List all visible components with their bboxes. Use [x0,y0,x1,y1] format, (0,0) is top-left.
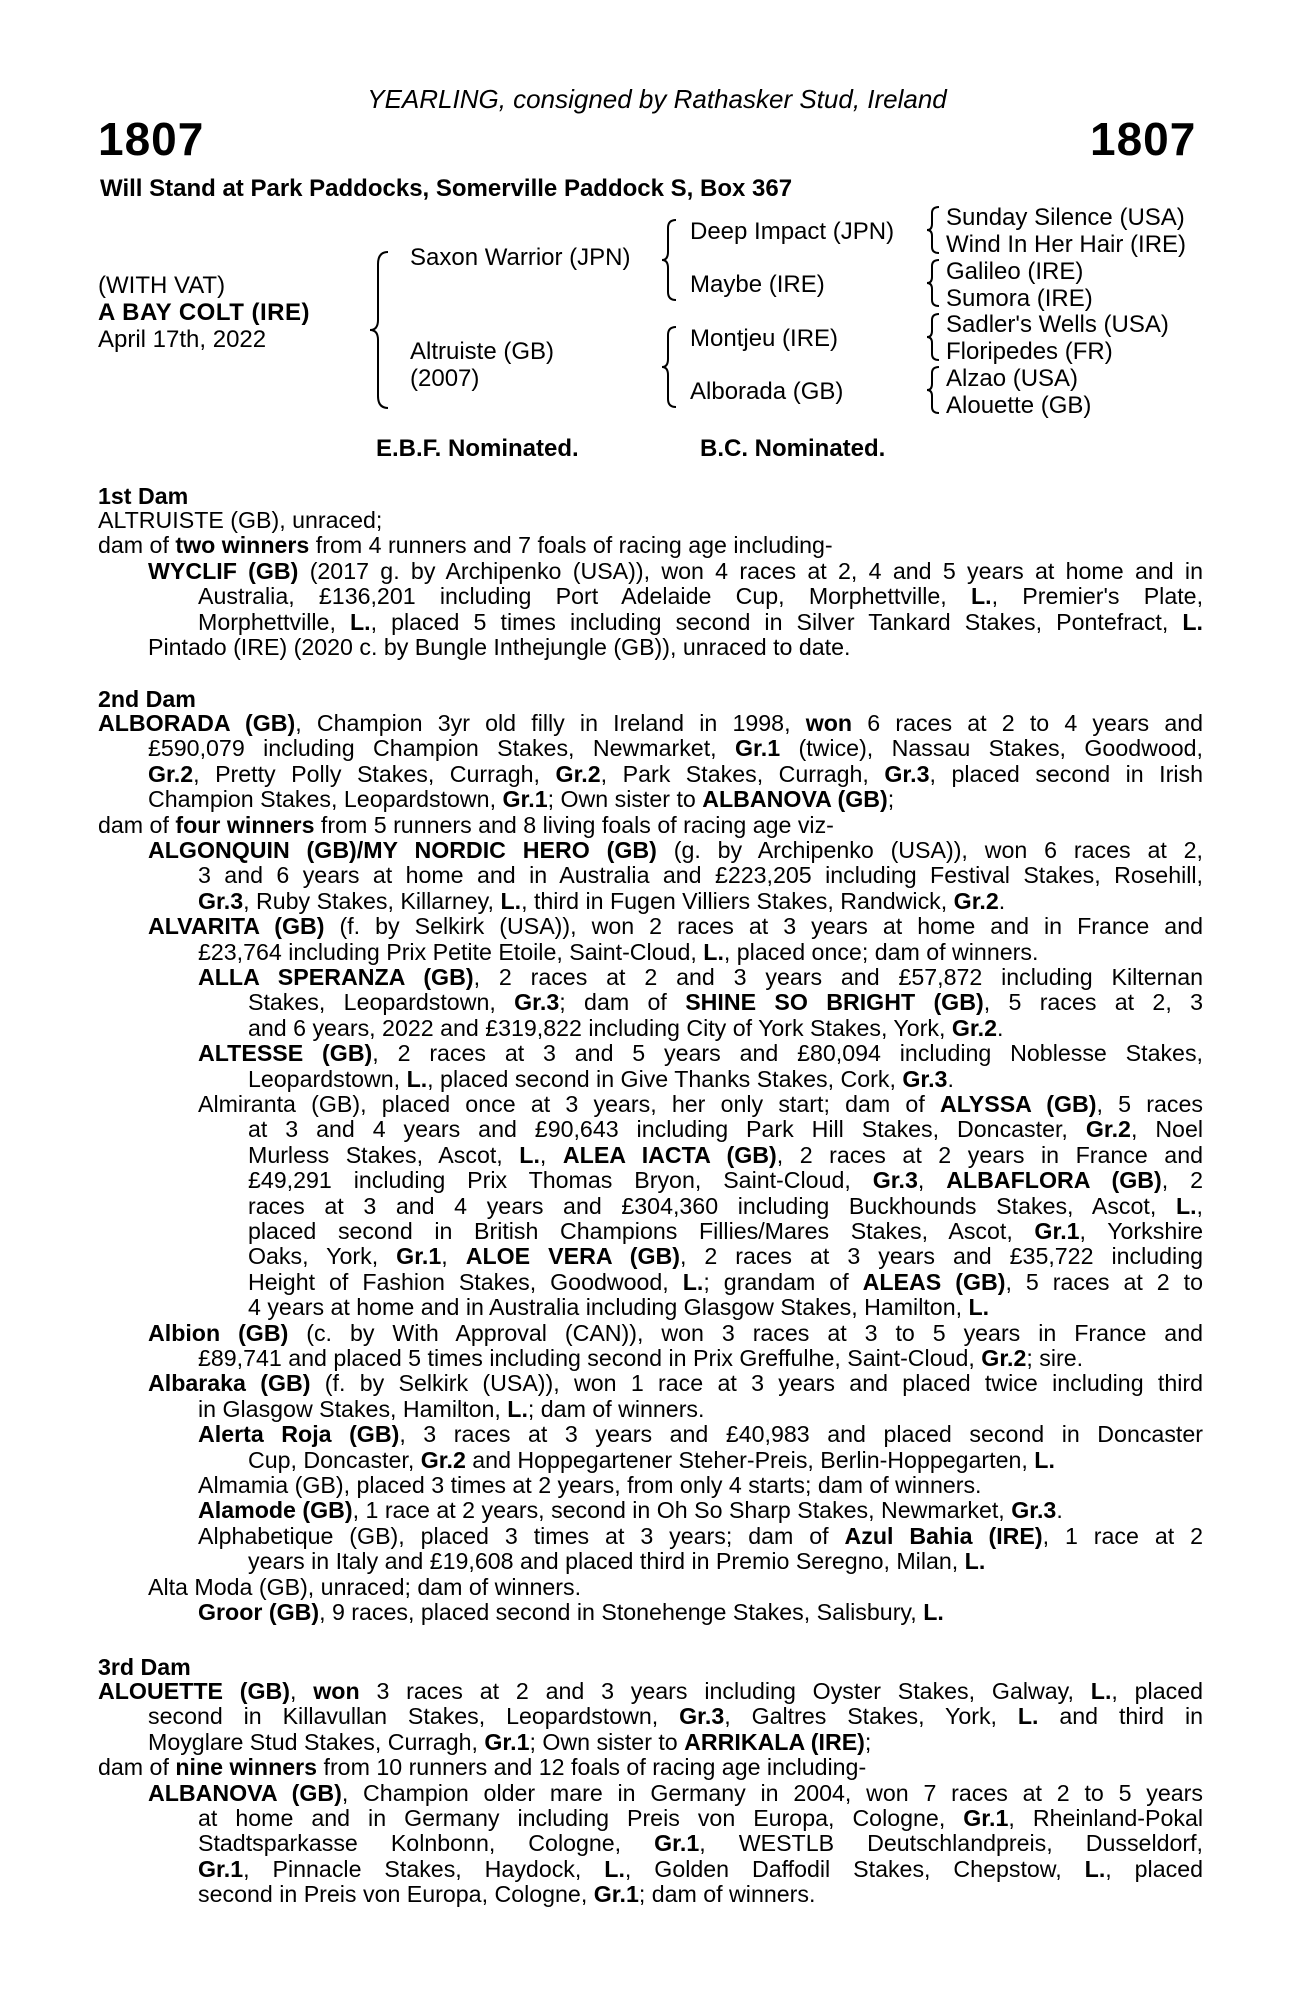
pedigree-sire-sire: Deep Impact (JPN) [690,218,895,245]
first-dam-line: ALTRUISTE (GB), unraced; [98,507,383,533]
second-dam-line: Alerta Roja (GB), 3 races at 3 years and £40,983 and placed second in Doncaster [198,1421,1203,1448]
pedigree-brace-gg4 [925,365,943,415]
second-dam-line: Albaraka (GB) (f. by Selkirk (USA)), won 1 race at 3 years and placed twice including third [148,1370,1204,1397]
lot-number-left: 1807 [98,113,205,165]
second-dam-line: Height of Fashion Stakes, Goodwood, L.; grandam of ALEAS (GB), 5 races at 2 to [248,1268,1204,1295]
pedigree-gg-2: Wind In Her Hair (IRE) [946,231,1187,258]
third-dam-line: dam of nine winners from 10 runners and 12 foals of racing age including- [98,1754,867,1781]
pedigree-gg-1: Sunday Silence (USA) [946,204,1185,231]
pedigree-dam-dam: Alborada (GB) [690,378,844,405]
pedigree-brace-gg3 [925,312,943,362]
pedigree-gg-8: Alouette (GB) [946,392,1092,419]
second-dam-line: Alta Moda (GB), unraced; dam of winners. [148,1573,582,1600]
second-dam-line: Alphabetique (GB), placed 3 times at 3 years; dam of Azul Bahia (IRE), 1 race at 2 [198,1522,1203,1549]
second-dam-line: ALGONQUIN (GB)/MY NORDIC HERO (GB) (g. by Archipenko (USA)), won 6 races at 2, [148,837,1203,863]
second-dam-line: Oaks, York, Gr.1, ALOE VERA (GB), 2 races at 3 years and £35,722 including [248,1243,1203,1270]
second-dam-line: Stakes, Leopardstown, Gr.3; dam of SHINE SO BRIGHT (GB), 5 races at 2, 3 [248,989,1204,1016]
pedigree-gg-4: Sumora (IRE) [946,285,1093,312]
second-dam-line: Groor (GB), 9 races, placed second in Stonehenge Stakes, Salisbury, L. [198,1599,944,1625]
second-dam-line: ALLA SPERANZA (GB), 2 races at 2 and 3 years and £57,872 including Kilternan [198,964,1203,990]
second-dam-line: Alamode (GB), 1 race at 2 years, second in Oh So Sharp Stakes, Newmarket, Gr.3. [198,1497,1063,1524]
second-dam-line: Champion Stakes, Leopardstown, Gr.1; Own sister to ALBANOVA (GB); [148,786,895,813]
first-dam-line: WYCLIF (GB) (2017 g. by Archipenko (USA)), won 4 races at 2, 4 and 5 years at home and in [148,557,1203,584]
horse-name: A BAY COLT (IRE) [98,299,311,326]
pedigree-gg-3: Galileo (IRE) [946,258,1084,285]
second-dam-line: Gr.3, Ruby Stakes, Killarney, L., third in Fugen Villiers Stakes, Randwick, Gr.2. [198,887,1006,914]
third-dam-line: Gr.1, Pinnacle Stakes, Haydock, L., Golden Daffodil Stakes, Chepstow, L., placed [198,1855,1203,1882]
second-dam-line: £590,079 including Champion Stakes, Newmarket, Gr.1 (twice), Nassau Stakes, Goodwood, [148,735,1203,762]
second-dam-line: at 3 and 4 years and £90,643 including Park Hill Stakes, Doncaster, Gr.2, Noel [248,1116,1204,1143]
pedigree-gg-6: Floripedes (FR) [946,338,1113,365]
bc-nomination: B.C. Nominated. [700,435,886,462]
lot-number-right: 1807 [1090,113,1197,165]
second-dam-line: 3 and 6 years at home and in Australia and £223,205 including Festival Stakes, Rosehill, [198,862,1203,889]
second-dam-line: Gr.2, Pretty Polly Stakes, Curragh, Gr.2, Park Stakes, Curragh, Gr.3, placed second in Irish [148,760,1203,787]
third-dam-line: at home and in Germany including Preis von Europa, Cologne, Gr.1, Rheinland-Pokal [198,1805,1203,1831]
third-dam-line: ALBANOVA (GB), Champion older mare in Germany in 2004, won 7 races at 2 to 5 years [148,1779,1203,1806]
second-dam-line: Cup, Doncaster, Gr.2 and Hoppegartener Steher-Preis, Berlin-Hoppegarten, L. [248,1446,1055,1473]
vat-note: (WITH VAT) [98,272,226,299]
pedigree-brace-main [368,250,392,410]
first-dam-line: dam of two winners from 4 runners and 7 foals of racing age including- [98,532,833,559]
second-dam-line: and 6 years, 2022 and £319,822 including City of York Stakes, York, Gr.2. [248,1014,1004,1041]
second-dam-heading: 2nd Dam [98,686,196,712]
second-dam-line: in Glasgow Stakes, Hamilton, L.; dam of winners. [198,1395,705,1422]
second-dam-line: dam of four winners from 5 runners and 8 living foals of racing age viz- [98,811,834,838]
first-dam-line: Pintado (IRE) (2020 c. by Bungle Inthejungle (GB)), unraced to date. [148,634,851,660]
second-dam-line: ALVARITA (GB) (f. by Selkirk (USA)), won 2 races at 3 years at home and in France and [148,913,1203,940]
second-dam-line: ALBORADA (GB), Champion 3yr old filly in Ireland in 1998, won 6 races at 2 to 4 years and [98,710,1204,736]
pedigree-dam-year: (2007) [410,365,480,392]
pedigree-sire-dam: Maybe (IRE) [690,271,825,298]
pedigree-sire: Saxon Warrior (JPN) [410,244,631,271]
first-dam-line: Australia, £136,201 including Port Adelaide Cup, Morphettville, L., Premier's Plate, [198,583,1204,610]
third-dam-line: Stadtsparkasse Kolnbonn, Cologne, Gr.1, WESTLB Deutschlandpreis, Dusseldorf, [198,1830,1203,1857]
third-dam-line: Moyglare Stud Stakes, Curragh, Gr.1; Own sister to ARRIKALA (IRE); [148,1728,872,1755]
ebf-nomination: E.B.F. Nominated. [376,435,579,462]
pedigree-brace-gg1 [925,205,943,255]
pedigree-brace-sire [660,218,680,302]
second-dam-line: Almiranta (GB), placed once at 3 years, her only start; dam of ALYSSA (GB), 5 races [198,1091,1203,1117]
pedigree-gg-5: Sadler's Wells (USA) [946,311,1169,338]
second-dam-line: Almamia (GB), placed 3 times at 2 years, from only 4 starts; dam of winners. [198,1472,982,1498]
first-dam-heading: 1st Dam [98,483,189,509]
third-dam-heading: 3rd Dam [98,1654,191,1680]
pedigree-dam-sire: Montjeu (IRE) [690,325,839,352]
second-dam-line: £89,741 and placed 5 times including second in Prix Greffulhe, Saint-Cloud, Gr.2; sire. [198,1345,1084,1371]
third-dam-line: second in Preis von Europa, Cologne, Gr.1; dam of winners. [198,1881,816,1908]
second-dam-line: races at 3 and 4 years and £304,360 including Buckhounds Stakes, Ascot, L., [248,1192,1203,1219]
pedigree-brace-gg2 [925,258,943,308]
second-dam-line: years in Italy and £19,608 and placed third in Premio Seregno, Milan, L. [248,1548,986,1575]
first-dam-line: Morphettville, L., placed 5 times including second in Silver Tankard Stakes, Pontefract, L. [198,608,1203,635]
second-dam-line: Murless Stakes, Ascot, L., ALEA IACTA (GB), 2 races at 2 years in France and [248,1141,1203,1168]
second-dam-line: £49,291 including Prix Thomas Bryon, Saint-Cloud, Gr.3, ALBAFLORA (GB), 2 [248,1167,1204,1194]
second-dam-line: Albion (GB) (c. by With Approval (CAN)), won 3 races at 3 to 5 years in France and [148,1319,1203,1346]
pedigree-gg-7: Alzao (USA) [946,365,1079,392]
pedigree-dam: Altruiste (GB) [410,338,555,365]
stabling-line: Will Stand at Park Paddocks, Somerville Paddock S, Box 367 [100,175,793,202]
pedigree-brace-dam [660,325,680,409]
second-dam-line: ALTESSE (GB), 2 races at 3 and 5 years and £80,094 including Noblesse Stakes, [198,1040,1203,1067]
second-dam-line: £23,764 including Prix Petite Etoile, Saint-Cloud, L., placed once; dam of winners. [198,938,1039,965]
consignment-line: YEARLING, consigned by Rathasker Stud, Ireland [367,84,947,114]
second-dam-line: 4 years at home and in Australia including Glasgow Stakes, Hamilton, L. [248,1294,990,1321]
third-dam-line: second in Killavullan Stakes, Leopardstown, Gr.3, Galtres Stakes, York, L. and third in [148,1703,1203,1730]
foaling-date: April 17th, 2022 [98,326,267,353]
second-dam-line: placed second in British Champions Fillies/Mares Stakes, Ascot, Gr.1, Yorkshire [248,1218,1203,1244]
second-dam-line: Leopardstown, L., placed second in Give Thanks Stakes, Cork, Gr.3. [248,1065,954,1092]
third-dam-line: ALOUETTE (GB), won 3 races at 2 and 3 years including Oyster Stakes, Galway, L., placed [98,1678,1203,1704]
